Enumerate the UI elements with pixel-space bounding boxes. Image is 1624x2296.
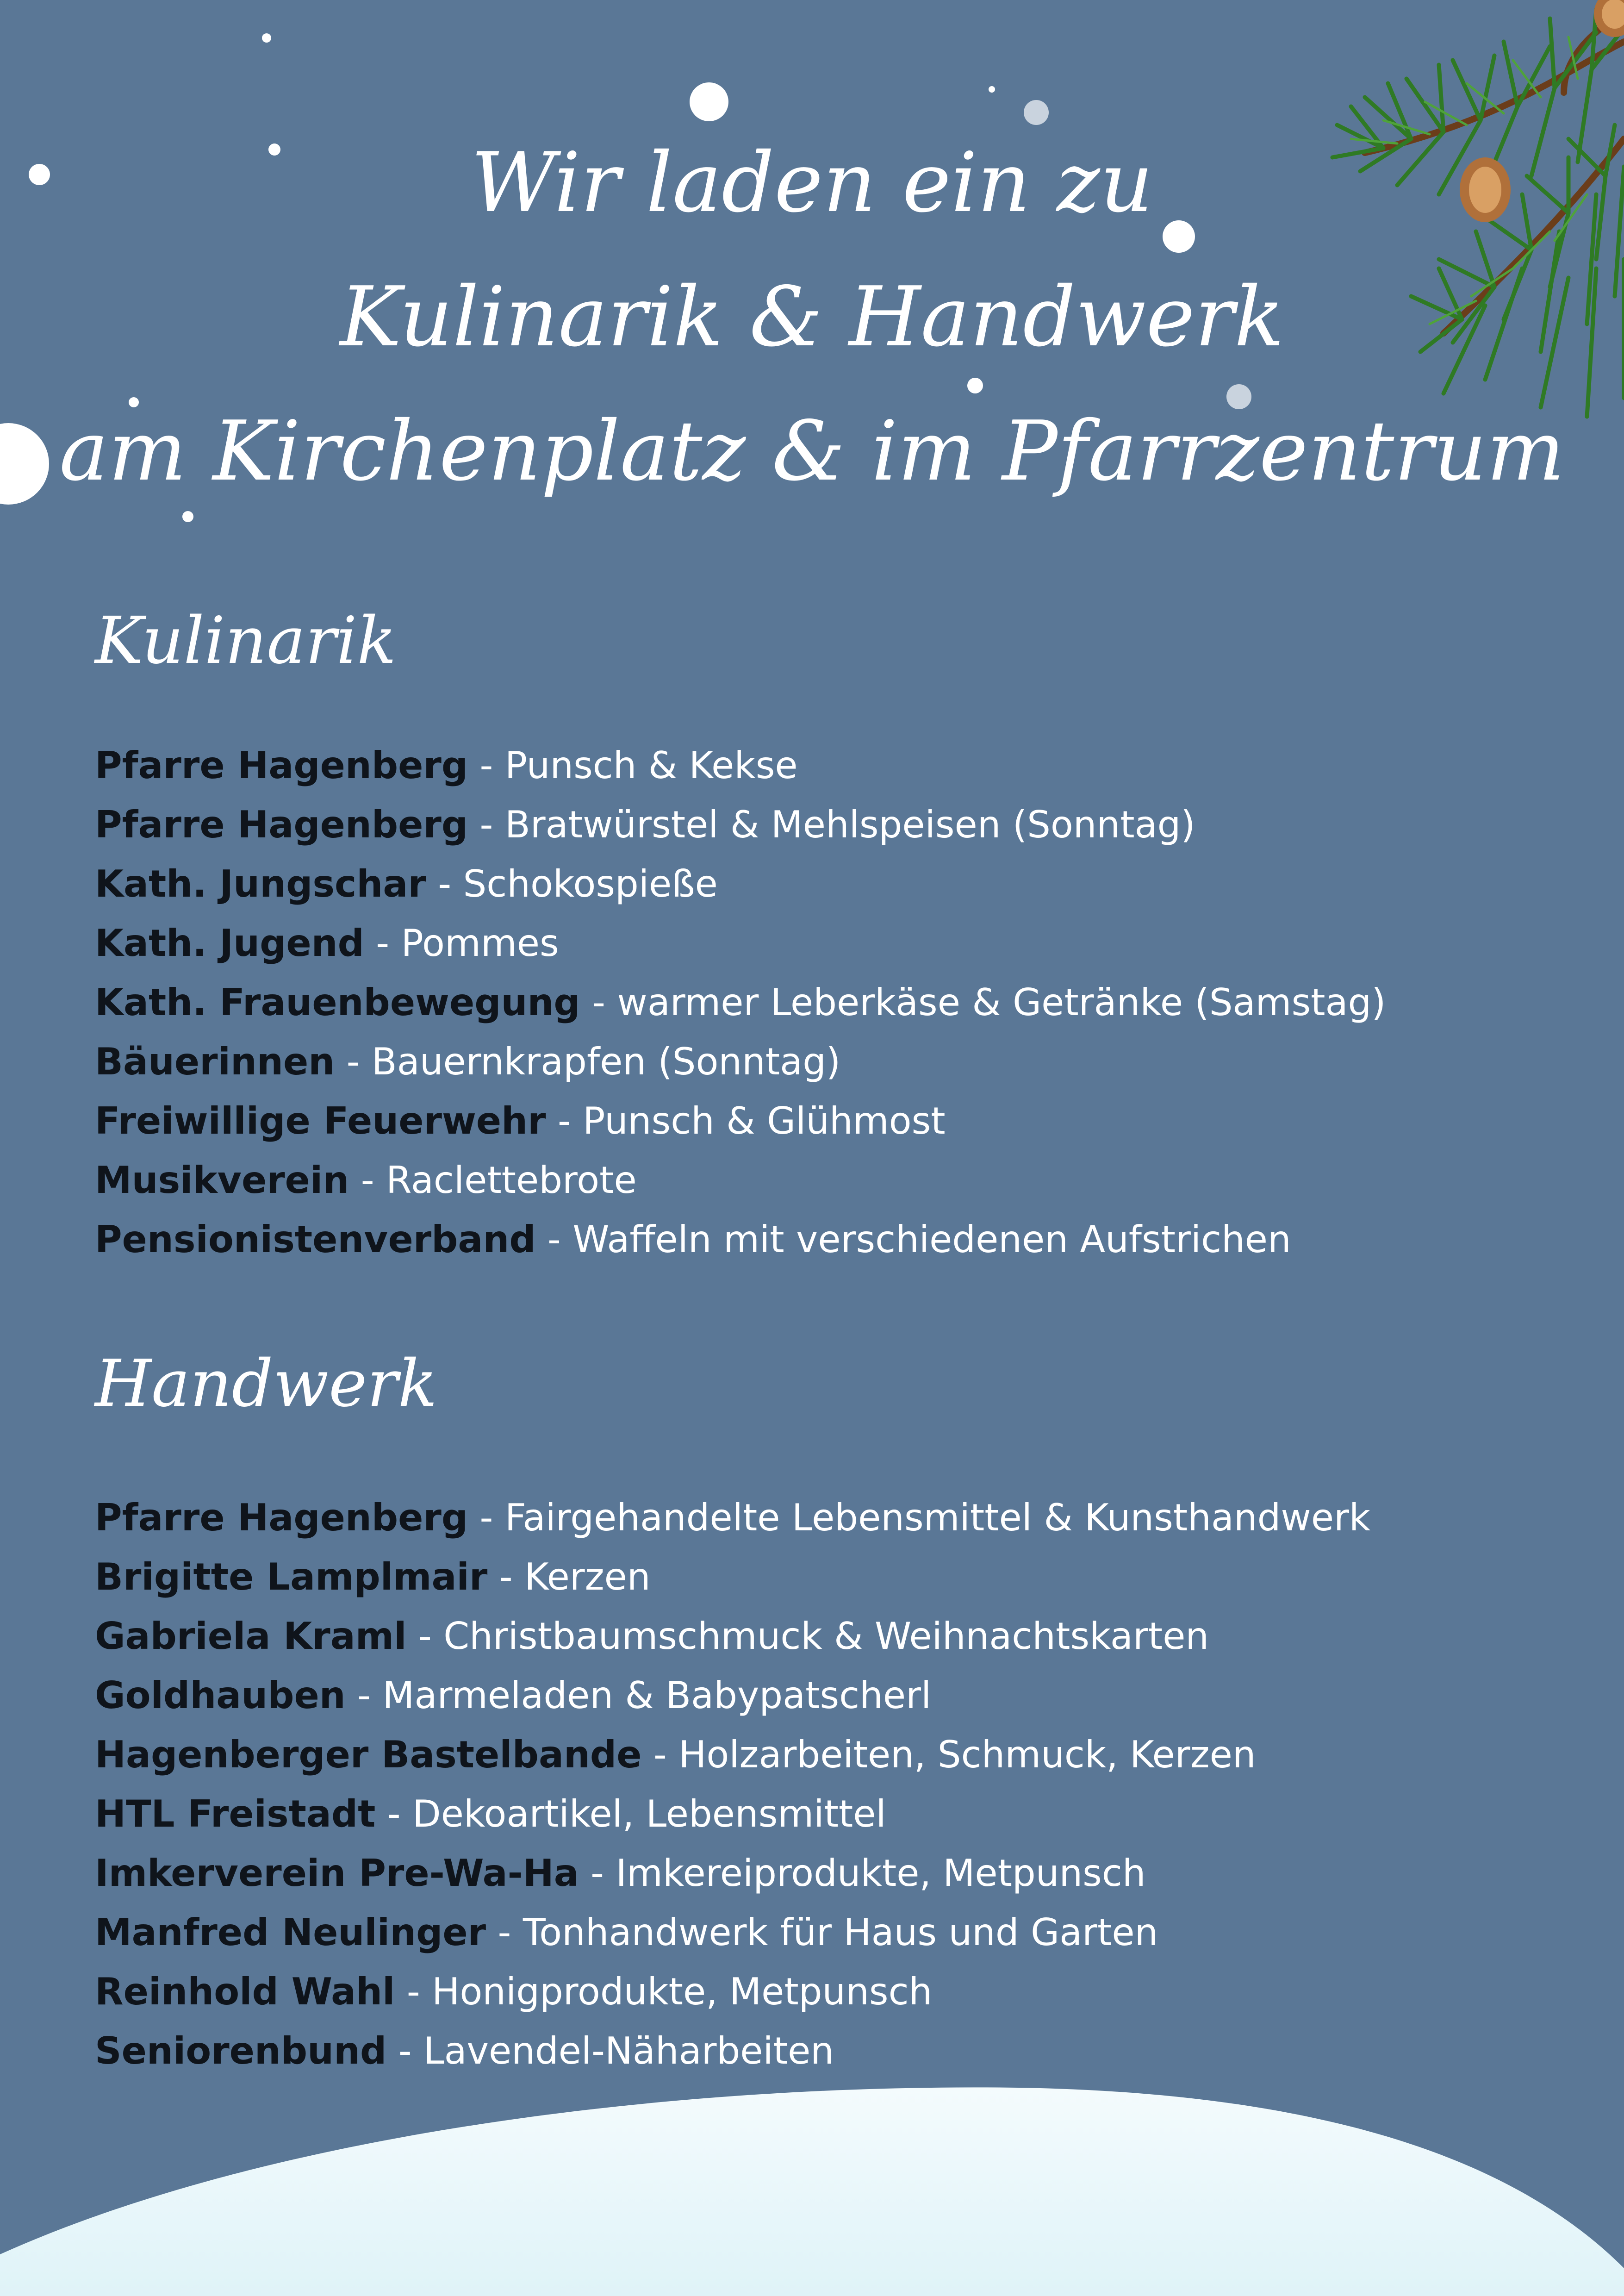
vendor-offer: warmer Leberkäse & Getränke (Samstag) <box>617 981 1386 1024</box>
vendor-offer: Imkereiprodukte, Metpunsch <box>616 1852 1146 1895</box>
vendor-name: Hagenberger Bastelbande <box>95 1733 642 1776</box>
vendor-offer: Lavendel-Näharbeiten <box>423 2029 834 2072</box>
vendor-offer: Holzarbeiten, Schmuck, Kerzen <box>678 1733 1256 1776</box>
list-item: Bäuerinnen - Bauernkrapfen (Sonntag) <box>95 1040 841 1083</box>
vendor-name: Imkerverein Pre-Wa-Ha <box>95 1852 579 1895</box>
vendor-offer: Tonhandwerk für Haus und Garten <box>523 1911 1158 1954</box>
vendor-name: Pfarre Hagenberg <box>95 1496 468 1539</box>
vendor-offer: Kerzen <box>524 1555 651 1598</box>
header-line-3: am Kirchenplatz & im Pfarrzentrum <box>59 403 1565 499</box>
handwerk-list <box>95 1488 1553 2081</box>
kulinarik-title: Kulinarik <box>95 603 397 679</box>
header-line-1: Wir laden ein zu <box>471 135 1153 231</box>
vendor-name: Reinhold Wahl <box>95 1970 395 2013</box>
list-item: Kath. Jungschar - Schokospieße <box>95 862 718 905</box>
list-item: Brigitte Lamplmair - Kerzen <box>95 1555 651 1598</box>
vendor-offer: Schokospieße <box>463 862 718 905</box>
vendor-offer: Punsch & Glühmost <box>583 1099 946 1142</box>
list-item: Freiwillige Feuerwehr - Punsch & Glühmost <box>95 1099 946 1142</box>
vendor-name: Gabriela Kraml <box>95 1615 407 1658</box>
vendor-name: Pfarre Hagenberg <box>95 744 468 787</box>
vendor-name: Kath. Jugend <box>95 922 364 965</box>
vendor-offer: Pommes <box>401 922 559 965</box>
vendor-offer: Bratwürstel & Mehlspeisen (Sonntag) <box>504 803 1195 846</box>
list-item: Kath. Jugend - Pommes <box>95 922 559 965</box>
vendor-offer: Marmeladen & Babypatscherl <box>382 1674 932 1717</box>
vendor-offer: Punsch & Kekse <box>504 744 798 787</box>
header-line-2: Kulinarik & Handwerk <box>340 269 1284 365</box>
list-item: Seniorenbund - Lavendel-Näharbeiten <box>95 2029 834 2072</box>
list-item: Pensionistenverband - Waffeln mit verschiedenen Aufstrichen <box>95 1218 1291 1261</box>
snow-hill-icon <box>0 2074 1624 2296</box>
list-item: Pfarre Hagenberg - Bratwürstel & Mehlspeisen (Sonntag) <box>95 803 1195 846</box>
list-item: Hagenberger Bastelbande - Holzarbeiten, Schmuck, Kerzen <box>95 1733 1256 1776</box>
vendor-offer: Bauernkrapfen (Sonntag) <box>371 1040 841 1083</box>
kulinarik-list <box>95 736 1553 1269</box>
vendor-name: Goldhauben <box>95 1674 346 1717</box>
snowflake-dot-icon <box>989 86 995 93</box>
vendor-offer: Honigprodukte, Metpunsch <box>432 1970 933 2013</box>
list-item: HTL Freistadt - Dekoartikel, Lebensmittel <box>95 1792 886 1835</box>
list-item: Imkerverein Pre-Wa-Ha - Imkereiprodukte, Metpunsch <box>95 1852 1146 1895</box>
list-item: Reinhold Wahl - Honigprodukte, Metpunsch <box>95 1970 933 2013</box>
vendor-offer: Christbaumschmuck & Weihnachtskarten <box>443 1615 1209 1658</box>
invitation-header <box>0 116 1624 518</box>
vendor-offer: Fairgehandelte Lebensmittel & Kunsthandwerk <box>504 1496 1371 1539</box>
list-item: Goldhauben - Marmeladen & Babypatscherl <box>95 1674 932 1717</box>
vendor-name: Kath. Frauenbewegung <box>95 981 580 1024</box>
handwerk-title: Handwerk <box>95 1346 437 1422</box>
snowflake-dot-icon <box>262 33 271 43</box>
vendor-name: Brigitte Lamplmair <box>95 1555 488 1598</box>
vendor-offer: Waffeln mit verschiedenen Aufstrichen <box>572 1218 1291 1261</box>
list-item: Pfarre Hagenberg - Punsch & Kekse <box>95 744 798 787</box>
vendor-name: Seniorenbund <box>95 2029 387 2072</box>
vendor-name: Kath. Jungschar <box>95 862 426 905</box>
vendor-name: Bäuerinnen <box>95 1040 335 1083</box>
list-item: Pfarre Hagenberg - Fairgehandelte Lebensmittel & Kunsthandwerk <box>95 1496 1371 1539</box>
vendor-name: Manfred Neulinger <box>95 1911 486 1954</box>
vendor-name: HTL Freistadt <box>95 1792 376 1835</box>
vendor-name: Pensionistenverband <box>95 1218 536 1261</box>
vendor-name: Pfarre Hagenberg <box>95 803 468 846</box>
list-item: Manfred Neulinger - Tonhandwerk für Haus und Garten <box>95 1911 1158 1954</box>
list-item: Gabriela Kraml - Christbaumschmuck & Weihnachtskarten <box>95 1615 1209 1658</box>
vendor-offer: Dekoartikel, Lebensmittel <box>412 1792 886 1835</box>
vendor-name: Musikverein <box>95 1159 349 1202</box>
vendor-offer: Raclettebrote <box>386 1159 637 1202</box>
list-item: Kath. Frauenbewegung - warmer Leberkäse & Getränke (Samstag) <box>95 981 1386 1024</box>
vendor-name: Freiwillige Feuerwehr <box>95 1099 546 1142</box>
list-item: Musikverein - Raclettebrote <box>95 1159 637 1202</box>
